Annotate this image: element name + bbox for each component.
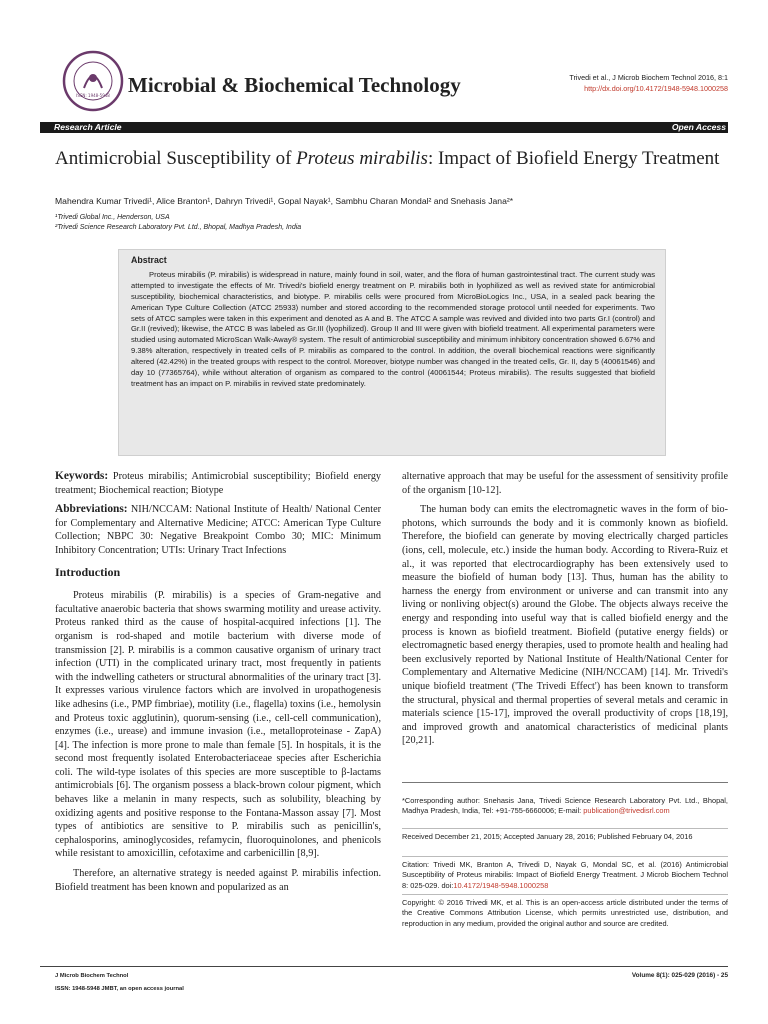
citation-doi-link[interactable]: 10.4172/1948-5948.1000258 — [453, 880, 549, 890]
affiliation-1: ¹Trivedi Global Inc., Henderson, USA — [55, 214, 170, 221]
divider — [402, 894, 728, 895]
logo-issn-text: ISSN: 1948-5948 — [76, 93, 110, 98]
intro-paragraph-1: Proteus mirabilis (P. mirabilis) is a species of Gram-negative and facultative anaerobic bacteria that shows swarming motility and urease activity. Proteus ranked third as the cause of hospital-acquired infections [1]. The organism is rod-shaped and motile bacterium with diverse mode of transmission [2]. P. mirabilis is a common causative organism of urinary tract infection (UTI) in the complicated urinary tract, most frequently in patients with the indwelling catheters or structural abnormalities of the urinary tract [3]. It expresses various virulence factors which are involved in uropathogenesis like adhesins (i.e., PMP fimbriae), motility (i.e., flagella) toxins (i.e., hemolysin and Proteus toxic agglutinin), quorum-sensing (i.e., cell-cell communication), enzymes (i.e., urease) and immune invasion (i.e., metalloproteinase - ZapA) [4]. The infection is more prone to male than female [5]. In hospitals, it is the second most frequently isolated Enterobacteriaceae species after Escherichia coli. The wild-type isolates of this species are more susceptible to β-lactams antimicrobials [6]. The organism possess a black-brown colour pigment, which behaves like a melanin in many respects, such as solubility, bleaching by oxidizing agents and positive response to the Fontana-Masson assay [7]. Most types of antibiotics are sensitive to P. mirabilis such as penicillin's, cephalosporins, aminoglycosides, refamycin, fluoroquinolones, and phenicols while resistant to amoxicillin, cefotaxime and carbenicillin [8,9]. — [55, 590, 381, 860]
journal-logo — [62, 50, 124, 112]
affiliations — [55, 213, 301, 233]
journal-title: Microbial & Biochemical Technology — [128, 73, 461, 97]
footer-issn: ISSN: 1948-5948 JMBT, an open access journal — [55, 986, 184, 992]
footer-divider — [40, 966, 728, 967]
received-dates: Received December 21, 2015; Accepted January 28, 2016; Published February 04, 2016 — [402, 832, 693, 841]
abstract-box — [118, 249, 666, 456]
article-type-bar — [40, 122, 728, 133]
citation-info: Citation: Trivedi MK, Branton A, Trivedi D, Nayak G, Mondal SC, et al. (2016) Antimicrobial Susceptibility of Proteus mirabilis: Impact of Biofield Energy Treatment. J Microb Biochem Technol 8: 025-029. doi:10.4172/1948-5948.1000258 — [402, 860, 728, 890]
doi-link[interactable]: http://dx.doi.org/10.4172/1948-5948.1000258 — [584, 84, 728, 93]
divider — [402, 828, 728, 829]
right-paragraph-1: alternative approach that may be useful for the assessment of sensitivity profile of the organism [10-12]. — [402, 471, 728, 496]
right-paragraph-2: The human body can emits the electromagnetic waves in the form of bio-photons, which surrounds the body and it is commonly known as biofield. Therefore, the biofield can generate by moving electrically charged particles (ions, cell, molecule, etc.) inside the human body. According to Rivera-Ruiz et al., it was reported that electrocardiography has been extensively used to measure the biofield of human body [13]. Thus, human has the ability to harness the energy from environment or universe and can transmit into any living or nonliving object(s) around the Globe. The objects always receive the energy and responding into useful way that is called biofield energy and the process is known as biofield treatment. Biofield (putative energy fields) or electromagnetic based energy therapies, used to promote health and healing had been exclusively reported by National Institute of Health/National Center for Complementary and Alternative Medicine (NIH/NCCAM) [14]. Mr. Trivedi's unique biofield treatment ('The Trivedi Effect') has been known to transform the structural, physical and thermal properties of several metals and ceramic in materials science [15-17], improved the overall productivity of crops [18,19], and improved growth and anatomical characteristics of medicinal plants [20,21]. — [402, 504, 728, 747]
affiliation-2: ²Trivedi Science Research Laboratory Pvt. Ltd., Bhopal, Madhya Pradesh, India — [55, 224, 302, 231]
article-title: Antimicrobial Susceptibility of Proteus mirabilis: Impact of Biofield Energy Treatment — [55, 148, 720, 169]
abstract-text: Proteus mirabilis (P. mirabilis) is widespread in nature, mainly found in soil, water, and the flora of human gastrointestinal tract. The current study was attempted to investigate the effects of Mr. Trivedi's biofield energy treatment on P. mirabilis both in lyophilized as well as revived state for antimicrobial susceptibility, biochemical characteristics, and biotype. P. mirabilis cells were procured from MicroBioLogics Inc., USA, in a sealed pack bearing the American Type Culture Collection (ATCC 25933) number and stored according to the recommended storage protocol until needed for experiments. Two sets of ATCC samples were taken in this experiment and denoted as A and B. The ATCC A sample was revived and divided into two parts Gr.I (control) and Gr.II (revived); likewise, the ATCC B was labeled as Gr.III (lyophilized). Group II and III were given with biofield treatment. All experimental parameters were studied using automated MicroScan Walk-Away® system. The result of antimicrobial susceptibility and minimum inhibitory concentration showed 6.67% and 9.38% alteration, respectively in treated cells of P. mirabilis as compared to the control. In addition, the overall biochemical reactions were significantly altered (42.42%) in the treated groups with respect to the control. Moreover, biotype number was changed in the treated cells, Gr. II, day 5 (40061546) and day 10 (77365764), while without alteration of organism as compared to the control (40061544; Proteus mirabilis). The results suggested that biofield treatment has an impact on P. mirabilis in revived state predominately. — [131, 269, 655, 388]
footer-volume: Volume 8(1): 025-029 (2016) - 25 — [631, 972, 728, 979]
citation-line: Trivedi et al., J Microb Biochem Technol 2016, 8:1 — [569, 73, 728, 82]
research-article-label: Research Article — [54, 122, 122, 132]
left-column — [55, 470, 381, 900]
footer-journal-name: J Microb Biochem Technol — [55, 973, 129, 979]
header-citation — [569, 72, 728, 94]
right-column — [402, 470, 728, 754]
email-link[interactable]: publication@trivedisrl.com — [583, 806, 670, 816]
keywords: Keywords: Proteus mirabilis; Antimicrobial susceptibility; Biofield energy treatment; Biochemical reaction; Biotype — [55, 470, 382, 496]
divider — [402, 856, 728, 857]
abstract-heading: Abstract — [131, 255, 167, 265]
abbreviations: Abbreviations: NIH/NCCAM: National Institute of Health/ National Center for Complementary and Alternative Medicine; ATCC: American Type Culture Collection; NBPC 30: Negative Breakpoint Combo 30; MIC: Minimum Inhibitory Concentration; UTIs: Urinary Tract Infections — [55, 503, 382, 556]
intro-paragraph-2: Therefore, an alternative strategy is needed against P. mirabilis infection. Biofield treatment has been known and popularized as an — [55, 868, 381, 893]
copyright-notice: Copyright: © 2016 Trivedi MK, et al. This is an open-access article distributed under the terms of the Creative Commons Attribution License, which permits unrestricted use, distribution, and reproduction in any medium, provided the original author and source are credited. — [402, 898, 728, 928]
author-list: Mahendra Kumar Trivedi¹, Alice Branton¹, Dahryn Trivedi¹, Gopal Nayak¹, Sambhu Charan Mondal² and Snehasis Jana²* — [55, 196, 514, 206]
corresponding-author: *Corresponding author: Snehasis Jana, Trivedi Science Research Laboratory Pvt. Ltd., Bhopal, Madhya Pradesh, India, Tel: +91-755-6660006; E-mail: publication@trivedisrl.com — [402, 796, 728, 816]
open-access-label: Open Access — [671, 122, 726, 132]
introduction-heading: Introduction — [55, 564, 121, 579]
footer-journal — [55, 970, 184, 996]
info-divider — [402, 782, 728, 783]
